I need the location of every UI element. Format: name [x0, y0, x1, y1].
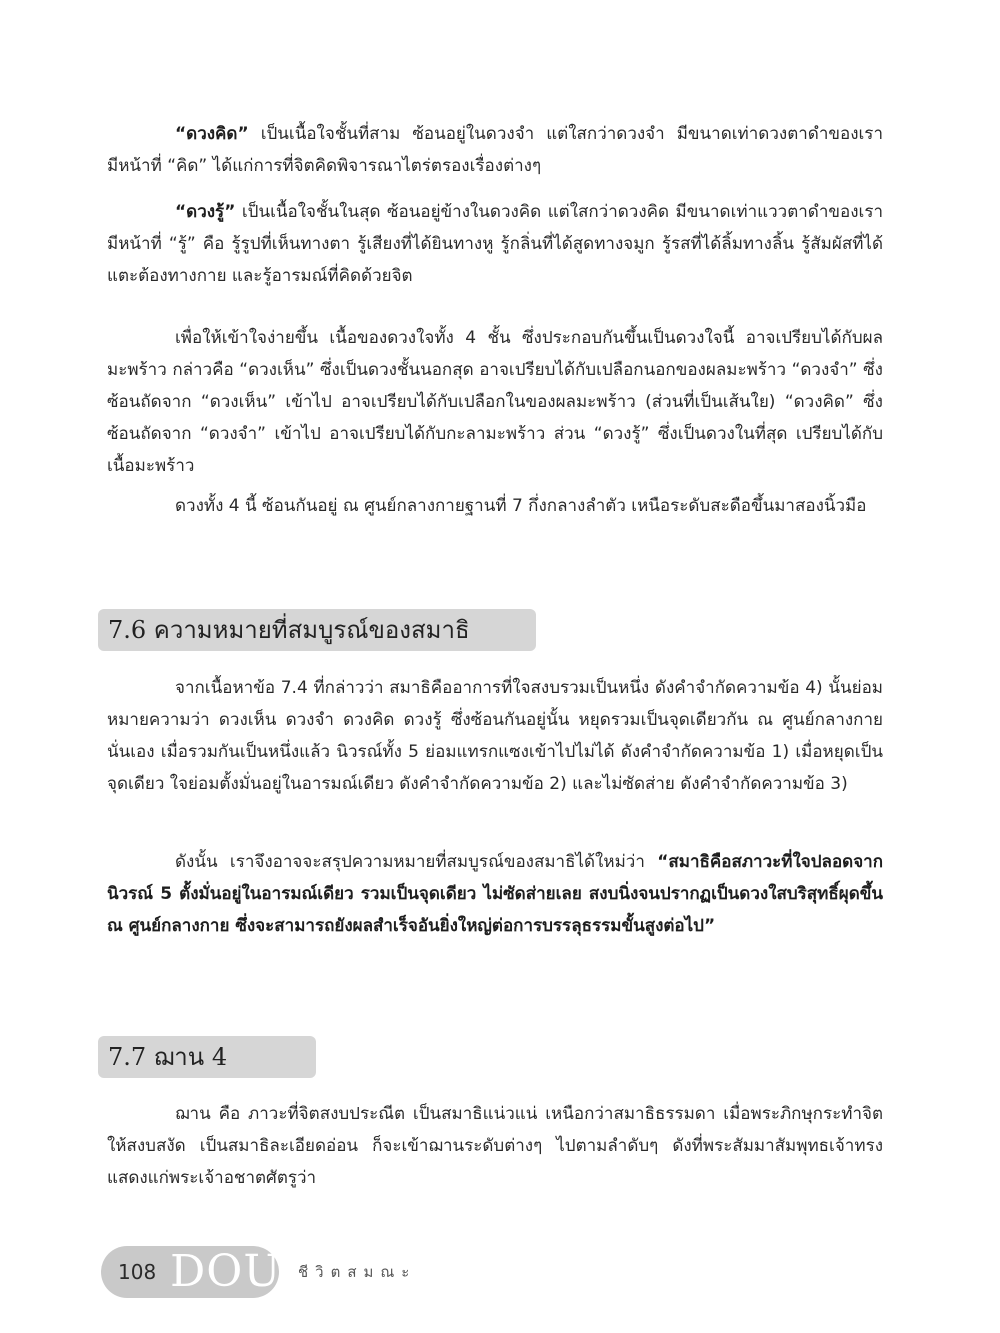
term-duang-khit: “ดวงคิด”	[175, 124, 249, 144]
paragraph-text: จากเนื้อหาข้อ 7.4 ที่กล่าวว่า สมาธิคืออาการที่ใจสงบรวมเป็นหนึ่ง ดังคำจำกัดความข้อ 4) นั้นย่อมหมายความว่า ดวงเห็น ดวงจำ ดวงคิด ดวงรู้ ซึ่งซ้อนกันอยู่นั้น หยุดรวมเป็นจุดเดียวกัน ณ ศูนย์กลางกายนั่นเอง เมื่อรวมกันเป็นหนึ่งแล้ว นิวรณ์ทั้ง 5 ย่อมแทรกแซงเข้าไปไม่ได้ ดังคำจำกัดความข้อ 1) เมื่อหยุดเป็นจุดเดียว ใจย่อมตั้งมั่นอยู่ในอารมณ์เดียว ดังคำจำกัดความข้อ 2) และไม่ซัดส่าย ดังคำจำกัดความข้อ 3)	[107, 678, 883, 794]
section-heading-7-6: 7.6 ความหมายที่สมบูรณ์ของสมาธิ	[98, 609, 536, 651]
page-number: 108	[118, 1260, 157, 1284]
paragraph-text: เป็นเนื้อใจชั้นในสุด ซ้อนอยู่ข้างในดวงคิด แต่ใสกว่าดวงคิด มีขนาดเท่าแววตาดำของเรามีหน้าที่ “รู้” คือ รู้รูปที่เห็นทางตา รู้เสียงที่ได้ยินทางหู รู้กลิ่นที่ได้สูดทางจมูก รู้รสที่ได้ลิ้มทางลิ้น รู้สัมผัสที่ได้แตะต้องทางกาย และรู้อารมณ์ที่คิดด้วยจิต	[107, 202, 883, 286]
paragraph-text: เป็นเนื้อใจชั้นที่สาม ซ้อนอยู่ในดวงจำ แต่ใสกว่าดวงจำ มีขนาดเท่าดวงตาดำของเรามีหน้าที่ “คิด” ได้แก่การที่จิตคิดพิจารณาไตร่ตรองเรื่องต่างๆ	[107, 124, 883, 176]
paragraph-samadhi-summary	[107, 846, 883, 942]
paragraph-center-position	[107, 490, 883, 522]
paragraph-coconut-analogy	[107, 322, 883, 482]
samadhi-definition: “สมาธิคือสภาวะที่ใจปลอดจากนิวรณ์ 5 ตั้งมั่นอยู่ในอารมณ์เดียว รวมเป็นจุดเดียว ไม่ซัดส่ายเลย สงบนิ่งจนปรากฏเป็นดวงใสบริสุทธิ์ผุดขึ้น ณ ศูนย์กลางกาย ซึ่งจะสามารถยังผลสำเร็จอันยิ่งใหญ่ต่อการบรรลุธรรมขั้นสูงต่อไป”	[107, 852, 883, 936]
paragraph-text: ดังนั้น เราจึงอาจจะสรุปความหมายที่สมบูรณ์ของสมาธิได้ใหม่ว่า	[175, 852, 658, 872]
dou-logo: DOU	[170, 1246, 282, 1297]
paragraph-text: ฌาน คือ ภาวะที่จิตสงบประณีต เป็นสมาธิแน่วแน่ เหนือกว่าสมาธิธรรมดา เมื่อพระภิกษุกระทำจิตให้สงบสงัด เป็นสมาธิละเอียดอ่อน ก็จะเข้าฌานระดับต่างๆ ไปตามลำดับๆ ดังที่พระสัมมาสัมพุทธเจ้าทรงแสดงแก่พระเจ้าอชาตศัตรูว่า	[107, 1104, 883, 1188]
paragraph-duang-khit	[107, 118, 883, 182]
term-duang-ru: “ดวงรู้”	[175, 202, 236, 222]
paragraph-jhana	[107, 1098, 883, 1194]
book-title: ชีวิตสมณะ	[298, 1263, 417, 1281]
paragraph-text: เพื่อให้เข้าใจง่ายขึ้น เนื้อของดวงใจทั้ง 4 ชั้น ซึ่งประกอบกันขึ้นเป็นดวงใจนี้ อาจเปรียบได้กับผลมะพร้าว กล่าวคือ “ดวงเห็น” ซึ่งเป็นดวงชั้นนอกสุด อาจเปรียบได้กับเปลือกนอกของผลมะพร้าว “ดวงจำ” ซึ่งซ้อนถัดจาก “ดวงเห็น” เข้าไป อาจเปรียบได้กับเปลือกในของผลมะพร้าว (ส่วนที่เป็นเส้นใย) “ดวงคิด” ซึ่งซ้อนถัดจาก “ดวงจำ” เข้าไป อาจเปรียบได้กับกะลามะพร้าว ส่วน “ดวงรู้” ซึ่งเป็นดวงในที่สุด เปรียบได้กับเนื้อมะพร้าว	[107, 328, 883, 476]
paragraph-text: ดวงทั้ง 4 นี้ ซ้อนกันอยู่ ณ ศูนย์กลางกายฐานที่ 7 กึ่งกลางลำตัว เหนือระดับสะดือขึ้นมาสองนิ้วมือ	[175, 496, 867, 516]
section-heading-7-7: 7.7 ฌาน 4	[98, 1036, 316, 1078]
paragraph-samadhi-meaning	[107, 672, 883, 800]
paragraph-duang-ru	[107, 196, 883, 292]
